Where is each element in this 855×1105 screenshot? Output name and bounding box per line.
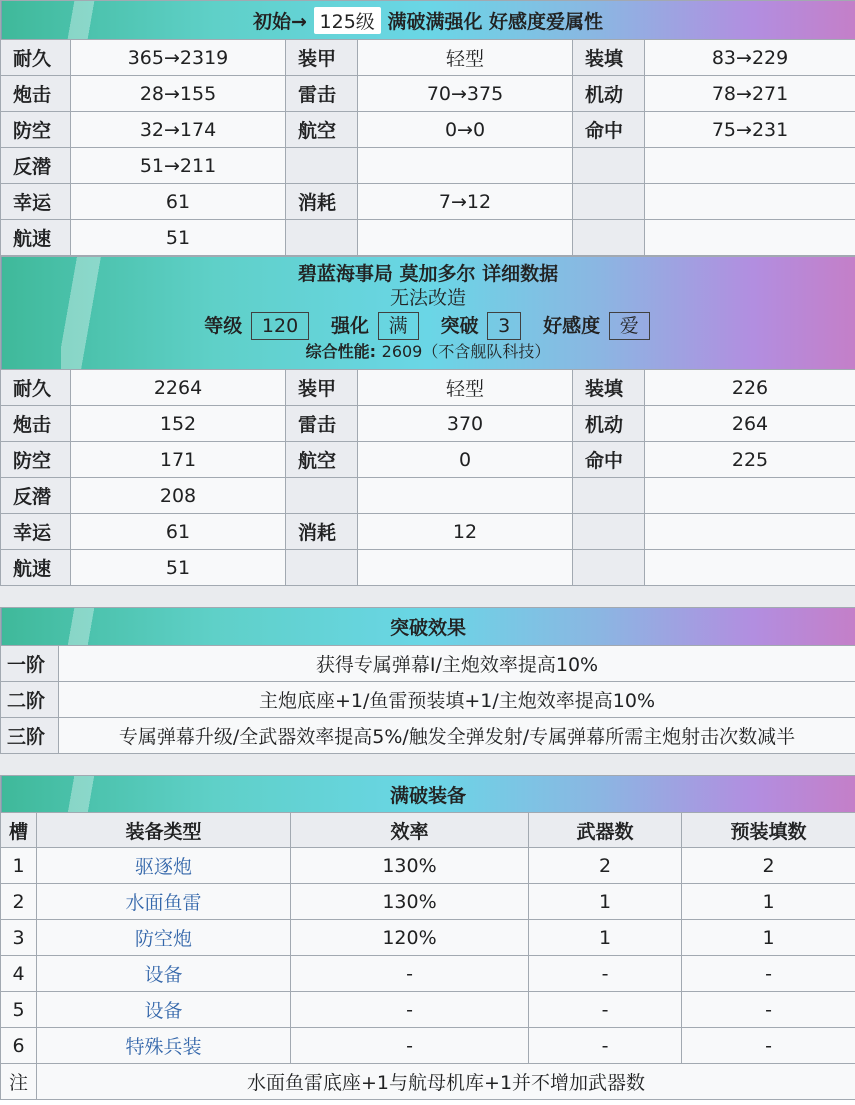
initial-title-prefix: 初始→: [253, 10, 307, 33]
equipment-slot: 1: [1, 848, 37, 884]
equipment-count: -: [529, 1028, 682, 1064]
stat-value: [645, 220, 855, 256]
equipment-row: [1, 884, 855, 920]
stat-value: 225: [645, 442, 855, 478]
stat-label: [573, 184, 645, 220]
overall-label: 综合性能:: [305, 342, 377, 361]
stat-label: 雷击: [286, 406, 358, 442]
stat-value: 51: [71, 220, 286, 256]
stat-value: [645, 550, 855, 586]
stat-value: [645, 514, 855, 550]
breakthrough-effect: 获得专属弹幕I/主炮效率提高10%: [59, 646, 855, 682]
level-label: 等级: [204, 315, 243, 337]
equipment-slot: 6: [1, 1028, 37, 1064]
stat-label: 反潜: [1, 148, 71, 184]
equipment-column-header: 武器数: [529, 813, 682, 848]
stat-label: [573, 478, 645, 514]
stat-row: [1, 406, 855, 442]
equipment-count: 2: [529, 848, 682, 884]
stat-label: 装甲: [286, 370, 358, 406]
equipment-eff: -: [291, 992, 529, 1028]
equipment-type-link[interactable]: 特殊兵装: [37, 1028, 291, 1064]
section-gap: [0, 754, 855, 775]
equipment-eff: 130%: [291, 848, 529, 884]
enhance-label: 强化: [331, 315, 370, 337]
breakthrough-stage: 二阶: [1, 682, 59, 718]
breakthrough-table: [0, 607, 855, 754]
equipment-type-link[interactable]: 设备: [37, 956, 291, 992]
stat-label: [573, 220, 645, 256]
stat-value: 51: [71, 550, 286, 586]
stat-row: [1, 514, 855, 550]
stat-row: [1, 184, 855, 220]
stat-value: 61: [71, 184, 286, 220]
equipment-preload: 2: [682, 848, 855, 884]
level-value: 120: [251, 312, 309, 340]
detail-banner: [1, 257, 855, 370]
breakthrough-stage: 一阶: [1, 646, 59, 682]
equipment-preload: -: [682, 956, 855, 992]
stat-value: 0: [358, 442, 573, 478]
stat-label: 机动: [573, 406, 645, 442]
stat-label: 幸运: [1, 184, 71, 220]
equipment-title: 满破装备: [390, 784, 467, 807]
stat-label: 消耗: [286, 184, 358, 220]
stat-value: 75→231: [645, 112, 855, 148]
stat-value: 365→2319: [71, 40, 286, 76]
stat-value: [358, 550, 573, 586]
stat-value: 轻型: [358, 40, 573, 76]
stat-value: [645, 184, 855, 220]
stat-label: [286, 148, 358, 184]
breakthrough-effect: 主炮底座+1/鱼雷预装填+1/主炮效率提高10%: [59, 682, 855, 718]
stat-value: 51→211: [71, 148, 286, 184]
stat-row: [1, 442, 855, 478]
breakthrough-row: [1, 718, 855, 754]
stat-label: 机动: [573, 76, 645, 112]
equipment-slot: 5: [1, 992, 37, 1028]
stat-value: 28→155: [71, 76, 286, 112]
initial-title-suffix: 满破满强化 好感度爱属性: [387, 10, 604, 33]
equipment-preload: 1: [682, 920, 855, 956]
stat-label: 装填: [573, 40, 645, 76]
stat-value: 208: [71, 478, 286, 514]
level-badge: 125级: [314, 7, 381, 34]
equipment-column-header: 预装填数: [682, 813, 855, 848]
affection-value: 爱: [609, 312, 650, 340]
stat-label: 航速: [1, 220, 71, 256]
stat-label: 防空: [1, 442, 71, 478]
stat-value: 0→0: [358, 112, 573, 148]
equipment-eff: 130%: [291, 884, 529, 920]
equipment-count: -: [529, 992, 682, 1028]
overall-value: 2609（不含舰队科技）: [381, 342, 551, 361]
stat-value: 83→229: [645, 40, 855, 76]
equipment-preload: -: [682, 1028, 855, 1064]
detail-subtitle: 无法改造: [390, 287, 467, 309]
equipment-column-header: 槽: [1, 813, 37, 848]
stat-row: [1, 148, 855, 184]
equipment-column-header: 效率: [291, 813, 529, 848]
stat-value: 264: [645, 406, 855, 442]
equipment-note: 水面鱼雷底座+1与航母机库+1并不增加武器数: [37, 1064, 855, 1100]
equipment-count: -: [529, 956, 682, 992]
equipment-column-header: 装备类型: [37, 813, 291, 848]
stat-row: [1, 40, 855, 76]
equipment-count: 1: [529, 884, 682, 920]
equipment-type-link[interactable]: 设备: [37, 992, 291, 1028]
stat-label: 防空: [1, 112, 71, 148]
stat-label: 航空: [286, 112, 358, 148]
stat-value: [358, 220, 573, 256]
equipment-banner: [1, 776, 855, 813]
stat-value: [645, 478, 855, 514]
stat-value: 171: [71, 442, 286, 478]
affection-label: 好感度: [543, 315, 601, 337]
equipment-count: 1: [529, 920, 682, 956]
stat-label: [573, 148, 645, 184]
breakthrough-effect: 专属弹幕升级/全武器效率提高5%/触发全弹发射/专属弹幕所需主炮射击次数减半: [59, 718, 855, 754]
stat-label: 命中: [573, 442, 645, 478]
stat-value: 轻型: [358, 370, 573, 406]
stat-label: [286, 478, 358, 514]
stat-row: [1, 478, 855, 514]
stat-value: 7→12: [358, 184, 573, 220]
equipment-slot: 4: [1, 956, 37, 992]
stat-label: [573, 550, 645, 586]
detail-stats-table: [0, 256, 855, 586]
breakthrough-stage: 三阶: [1, 718, 59, 754]
stat-value: 12: [358, 514, 573, 550]
stat-value: 370: [358, 406, 573, 442]
stat-value: 70→375: [358, 76, 573, 112]
equipment-table: [0, 775, 855, 1100]
equipment-type-link[interactable]: 水面鱼雷: [37, 884, 291, 920]
stat-label: 航空: [286, 442, 358, 478]
equipment-header-row: [1, 813, 855, 848]
breakthrough-banner: [1, 608, 855, 646]
stat-label: 雷击: [286, 76, 358, 112]
stat-label: [286, 550, 358, 586]
stat-row: [1, 370, 855, 406]
stat-value: 152: [71, 406, 286, 442]
equipment-eff: -: [291, 956, 529, 992]
stat-row: [1, 112, 855, 148]
breakthrough-value: 3: [487, 312, 521, 340]
stat-label: 命中: [573, 112, 645, 148]
equipment-row: [1, 1028, 855, 1064]
stat-row: [1, 550, 855, 586]
equipment-preload: 1: [682, 884, 855, 920]
equipment-row: [1, 992, 855, 1028]
stat-label: [286, 220, 358, 256]
equipment-preload: -: [682, 992, 855, 1028]
stat-label: 消耗: [286, 514, 358, 550]
stat-label: [573, 514, 645, 550]
section-gap: [0, 586, 855, 607]
breakthrough-row: [1, 646, 855, 682]
equipment-slot: 3: [1, 920, 37, 956]
stat-label: 幸运: [1, 514, 71, 550]
detail-title: 碧蓝海事局 莫加多尔 详细数据: [297, 263, 559, 285]
stat-label: 耐久: [1, 40, 71, 76]
stat-value: [645, 148, 855, 184]
stat-value: 2264: [71, 370, 286, 406]
breakthrough-row: [1, 682, 855, 718]
stat-value: [358, 478, 573, 514]
enhance-value: 满: [378, 312, 419, 340]
stat-value: 32→174: [71, 112, 286, 148]
stat-label: 炮击: [1, 406, 71, 442]
equipment-eff: -: [291, 1028, 529, 1064]
stat-label: 装填: [573, 370, 645, 406]
stat-label: 耐久: [1, 370, 71, 406]
stat-label: 装甲: [286, 40, 358, 76]
stat-value: 78→271: [645, 76, 855, 112]
note-label: 注: [1, 1064, 37, 1100]
stat-value: 61: [71, 514, 286, 550]
equipment-row: [1, 848, 855, 884]
equipment-type-link[interactable]: 防空炮: [37, 920, 291, 956]
stat-label: 航速: [1, 550, 71, 586]
equipment-type-link[interactable]: 驱逐炮: [37, 848, 291, 884]
breakthrough-title: 突破效果: [390, 617, 467, 639]
initial-stats-banner: [1, 1, 855, 40]
equipment-eff: 120%: [291, 920, 529, 956]
stat-label: 炮击: [1, 76, 71, 112]
equipment-row: [1, 956, 855, 992]
equipment-row: [1, 920, 855, 956]
stat-label: 反潜: [1, 478, 71, 514]
equipment-slot: 2: [1, 884, 37, 920]
stat-row: [1, 220, 855, 256]
initial-stats-table: [0, 0, 855, 256]
stat-row: [1, 76, 855, 112]
stat-value: 226: [645, 370, 855, 406]
breakthrough-label: 突破: [440, 315, 479, 337]
stat-value: [358, 148, 573, 184]
